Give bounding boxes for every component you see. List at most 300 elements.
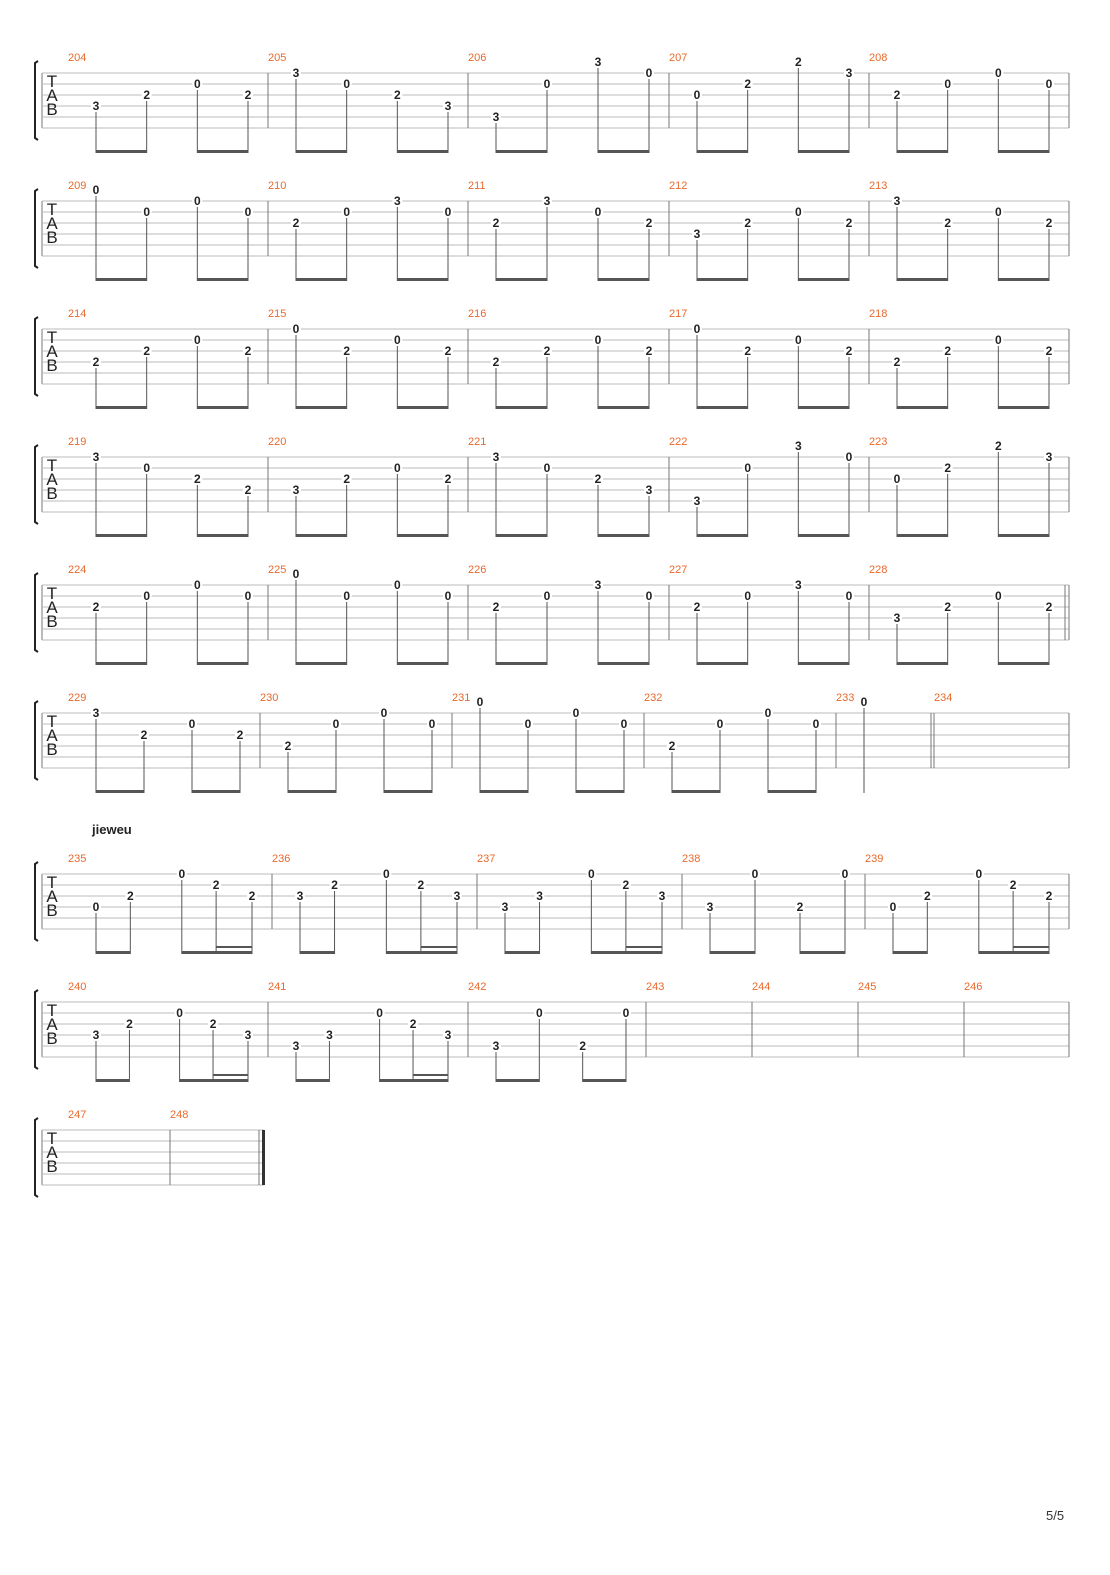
- fret-number: 2: [212, 878, 220, 892]
- fret-number: 0: [543, 589, 551, 603]
- system-bracket: [35, 990, 38, 1069]
- fret-number: 3: [393, 194, 401, 208]
- fret-number: 0: [444, 205, 452, 219]
- measure-number: 243: [646, 981, 665, 993]
- measure-number: 228: [869, 564, 888, 576]
- fret-number: 2: [393, 88, 401, 102]
- note-beam: [197, 278, 248, 281]
- system-bracket: [35, 1118, 38, 1197]
- measure-number: 209: [68, 180, 87, 192]
- fret-number: 2: [284, 739, 292, 753]
- note-beam: [496, 406, 547, 409]
- note-beam: [180, 1079, 248, 1082]
- fret-number: 0: [588, 867, 595, 881]
- note-beam: [386, 951, 457, 954]
- fret-number: 0: [944, 77, 952, 91]
- fret-number: 0: [994, 205, 1002, 219]
- note-beam: [598, 278, 649, 281]
- fret-number: 0: [143, 205, 151, 219]
- note-beam: [710, 951, 755, 954]
- fret-number: 0: [383, 867, 390, 881]
- fret-number: 0: [645, 589, 653, 603]
- fret-number: 2: [417, 878, 425, 892]
- note-beam-16th: [626, 946, 662, 948]
- measure-number: 220: [268, 436, 287, 448]
- fret-number: 0: [376, 1006, 383, 1020]
- fret-number: 3: [845, 66, 853, 80]
- measure-number: 217: [669, 308, 688, 320]
- fret-number: 2: [244, 344, 252, 358]
- tab-clef-letter: T: [46, 712, 58, 731]
- measure-number: 221: [468, 436, 487, 448]
- note-beam: [397, 662, 448, 665]
- fret-number: 2: [492, 216, 500, 230]
- fret-number: 0: [524, 717, 532, 731]
- tab-clef-letter: T: [46, 200, 58, 219]
- measure-number: 213: [869, 180, 888, 192]
- measure-number: 226: [468, 564, 487, 576]
- fret-number: 3: [292, 483, 300, 497]
- note-beam: [697, 662, 748, 665]
- measure-number: 219: [68, 436, 87, 448]
- fret-number: 0: [693, 322, 701, 336]
- fret-number: 0: [594, 333, 602, 347]
- measure-number: 210: [268, 180, 287, 192]
- fret-number: 2: [622, 878, 630, 892]
- fret-number: 3: [1045, 450, 1053, 464]
- fret-number: 2: [579, 1039, 587, 1053]
- fret-number: 0: [794, 205, 802, 219]
- note-beam: [296, 534, 347, 537]
- note-beam: [800, 951, 845, 954]
- fret-number: 0: [744, 589, 752, 603]
- fret-number: 2: [893, 88, 901, 102]
- fret-number: 2: [209, 1017, 217, 1031]
- section-label: jieweu: [92, 822, 132, 837]
- note-beam: [380, 1079, 448, 1082]
- fret-number: 3: [292, 1039, 300, 1053]
- fret-number: 0: [622, 1006, 630, 1020]
- fret-number: 3: [453, 889, 461, 903]
- fret-number: 0: [92, 183, 100, 197]
- fret-number: 3: [594, 578, 602, 592]
- fret-number: 2: [140, 728, 148, 742]
- fret-number: 0: [845, 450, 853, 464]
- note-beam-16th: [413, 1074, 448, 1076]
- measure-number: 223: [869, 436, 888, 448]
- tab-clef-letter: B: [46, 356, 58, 375]
- note-beam: [798, 406, 849, 409]
- tab-clef-letter: B: [46, 1157, 58, 1176]
- measure-number: 246: [964, 981, 983, 993]
- measure-number: 238: [682, 853, 701, 865]
- measure-number: 227: [669, 564, 688, 576]
- fret-number: 3: [92, 450, 100, 464]
- measure-number: 240: [68, 981, 87, 993]
- fret-number: 0: [343, 205, 351, 219]
- note-beam: [697, 278, 748, 281]
- fret-number: 0: [994, 333, 1002, 347]
- note-beam: [397, 534, 448, 537]
- note-beam: [672, 790, 720, 793]
- fret-number: 3: [492, 450, 500, 464]
- note-beam: [96, 150, 147, 153]
- measure-number: 245: [858, 981, 877, 993]
- fret-number: 0: [143, 461, 151, 475]
- tab-clef-letter: A: [46, 86, 58, 105]
- fret-number: 0: [543, 461, 551, 475]
- fret-number: 2: [594, 472, 602, 486]
- measure-number: 247: [68, 1109, 87, 1121]
- measure-number: 207: [669, 52, 688, 64]
- measure-number: 204: [68, 52, 87, 64]
- measure-number: 225: [268, 564, 287, 576]
- fret-number: 2: [744, 344, 752, 358]
- tab-clef-letter: A: [46, 726, 58, 745]
- fret-number: 0: [764, 706, 772, 720]
- note-beam-16th: [216, 946, 252, 948]
- note-beam: [197, 150, 248, 153]
- fret-number: 3: [92, 99, 100, 113]
- note-beam-16th: [421, 946, 457, 948]
- note-beam: [197, 662, 248, 665]
- fret-number: 3: [92, 1028, 100, 1042]
- measure-number: 232: [644, 692, 663, 704]
- measure-number: 205: [268, 52, 287, 64]
- fret-number: 0: [292, 567, 300, 581]
- note-beam: [598, 534, 649, 537]
- fret-number: 2: [343, 344, 351, 358]
- fret-number: 0: [751, 867, 759, 881]
- fret-number: 2: [845, 216, 853, 230]
- fret-number: 0: [380, 706, 388, 720]
- measure-number: 216: [468, 308, 487, 320]
- fret-number: 3: [794, 439, 802, 453]
- measure-number: 222: [669, 436, 688, 448]
- note-beam: [697, 406, 748, 409]
- fret-number: 3: [543, 194, 551, 208]
- measure-number: 234: [934, 692, 953, 704]
- fret-number: 2: [944, 461, 952, 475]
- fret-number: 0: [975, 867, 983, 881]
- fret-number: 0: [645, 66, 653, 80]
- note-beam: [897, 278, 948, 281]
- note-beam: [598, 662, 649, 665]
- note-beam: [697, 150, 748, 153]
- note-beam: [397, 278, 448, 281]
- fret-number: 0: [393, 578, 401, 592]
- fret-number: 0: [393, 333, 401, 347]
- note-beam: [979, 951, 1049, 954]
- note-beam: [192, 790, 240, 793]
- fret-number: 0: [860, 695, 868, 709]
- fret-number: 2: [492, 600, 500, 614]
- fret-number: 2: [143, 88, 151, 102]
- note-beam: [897, 406, 948, 409]
- fret-number: 2: [1009, 878, 1017, 892]
- note-beam: [288, 790, 336, 793]
- tab-clef-letter: A: [46, 598, 58, 617]
- fret-number: 0: [193, 194, 201, 208]
- fret-number: 3: [244, 1028, 252, 1042]
- fret-number: 2: [893, 355, 901, 369]
- system-bracket: [35, 445, 38, 524]
- tab-clef-letter: B: [46, 740, 58, 759]
- note-beam: [296, 278, 347, 281]
- measure-number: 206: [468, 52, 487, 64]
- note-beam: [296, 150, 347, 153]
- note-beam: [897, 534, 948, 537]
- fret-number: 0: [444, 589, 452, 603]
- fret-number: 0: [716, 717, 724, 731]
- fret-number: 2: [409, 1017, 417, 1031]
- note-beam: [998, 534, 1049, 537]
- fret-number: 0: [343, 589, 351, 603]
- fret-number: 0: [994, 589, 1002, 603]
- note-beam: [897, 150, 948, 153]
- fret-number: 2: [126, 1017, 133, 1031]
- note-beam: [480, 790, 528, 793]
- tab-clef-letter: B: [46, 228, 58, 247]
- note-beam: [496, 278, 547, 281]
- fret-number: 0: [889, 900, 897, 914]
- measure-number: 208: [869, 52, 888, 64]
- note-beam: [998, 406, 1049, 409]
- note-beam: [998, 278, 1049, 281]
- fret-number: 2: [143, 344, 151, 358]
- fret-number: 0: [332, 717, 340, 731]
- fret-number: 2: [343, 472, 351, 486]
- note-beam: [505, 951, 540, 954]
- fret-number: 0: [812, 717, 820, 731]
- fret-number: 3: [658, 889, 666, 903]
- note-beam: [598, 150, 649, 153]
- fret-number: 3: [706, 900, 714, 914]
- fret-number: 2: [944, 344, 952, 358]
- fret-number: 2: [1045, 216, 1053, 230]
- measure-number: 229: [68, 692, 87, 704]
- note-beam: [697, 534, 748, 537]
- note-beam: [893, 951, 927, 954]
- note-beam: [96, 1079, 129, 1082]
- note-beam: [397, 150, 448, 153]
- measure-number: 248: [170, 1109, 189, 1121]
- fret-number: 0: [188, 717, 196, 731]
- fret-number: 0: [428, 717, 436, 731]
- tab-clef-letter: T: [46, 1001, 58, 1020]
- fret-number: 2: [944, 600, 952, 614]
- note-beam: [496, 1079, 539, 1082]
- fret-number: 0: [794, 333, 802, 347]
- fret-number: 3: [326, 1028, 333, 1042]
- measure-number: 211: [468, 180, 486, 192]
- tab-clef-letter: A: [46, 342, 58, 361]
- measure-number: 237: [477, 853, 496, 865]
- note-beam: [583, 1079, 626, 1082]
- note-beam: [182, 951, 252, 954]
- measure-number: 218: [869, 308, 888, 320]
- tab-clef-letter: A: [46, 1015, 58, 1034]
- note-beam: [296, 1079, 329, 1082]
- fret-number: 3: [893, 611, 901, 625]
- measure-number: 224: [68, 564, 87, 576]
- fret-number: 0: [845, 589, 853, 603]
- fret-number: 0: [244, 589, 252, 603]
- fret-number: 0: [594, 205, 602, 219]
- note-beam: [768, 790, 816, 793]
- fret-number: 3: [594, 55, 602, 69]
- note-beam: [296, 662, 347, 665]
- tab-clef-letter: A: [46, 1143, 58, 1162]
- note-beam: [798, 534, 849, 537]
- fret-number: 2: [543, 344, 551, 358]
- tab-clef-letter: T: [46, 456, 58, 475]
- fret-number: 2: [923, 889, 931, 903]
- fret-number: 0: [693, 88, 701, 102]
- system-bracket: [35, 862, 38, 941]
- fret-number: 0: [193, 578, 201, 592]
- fret-number: 2: [796, 900, 804, 914]
- fret-number: 0: [744, 461, 752, 475]
- tab-clef-letter: T: [46, 873, 58, 892]
- fret-number: 0: [994, 66, 1002, 80]
- tab-clef-letter: T: [46, 1129, 58, 1148]
- system-bracket: [35, 317, 38, 396]
- fret-number: 2: [1045, 889, 1053, 903]
- fret-number: 0: [193, 77, 201, 91]
- note-beam: [998, 150, 1049, 153]
- fret-number: 3: [444, 99, 452, 113]
- tab-clef-letter: A: [46, 470, 58, 489]
- tab-clef-letter: B: [46, 612, 58, 631]
- fret-number: 2: [292, 216, 300, 230]
- note-beam: [300, 951, 335, 954]
- fret-number: 0: [92, 900, 100, 914]
- fret-number: 3: [645, 483, 653, 497]
- fret-number: 3: [893, 194, 901, 208]
- note-beam: [798, 150, 849, 153]
- fret-number: 0: [476, 695, 484, 709]
- measure-number: 239: [865, 853, 884, 865]
- system-bracket: [35, 573, 38, 652]
- note-beam: [798, 278, 849, 281]
- fret-number: 3: [794, 578, 802, 592]
- fret-number: 2: [492, 355, 500, 369]
- note-beam: [998, 662, 1049, 665]
- measure-number: 241: [268, 981, 287, 993]
- fret-number: 3: [536, 889, 543, 903]
- note-beam: [576, 790, 624, 793]
- system-bracket: [35, 189, 38, 268]
- fret-number: 2: [944, 216, 952, 230]
- system-bracket: [35, 701, 38, 780]
- tab-clef-letter: T: [46, 584, 58, 603]
- note-beam: [384, 790, 432, 793]
- fret-number: 0: [543, 77, 551, 91]
- tab-clef-letter: T: [46, 72, 58, 91]
- tab-clef-letter: A: [46, 214, 58, 233]
- fret-number: 2: [193, 472, 201, 486]
- fret-number: 0: [176, 1006, 183, 1020]
- fret-number: 2: [845, 344, 853, 358]
- tab-clef-letter: A: [46, 887, 58, 906]
- note-beam: [496, 662, 547, 665]
- fret-number: 0: [143, 589, 151, 603]
- note-beam: [96, 662, 147, 665]
- measure-number: 230: [260, 692, 279, 704]
- fret-number: 0: [393, 461, 401, 475]
- fret-number: 0: [535, 1006, 543, 1020]
- fret-number: 2: [444, 344, 452, 358]
- note-beam: [296, 406, 347, 409]
- fret-number: 0: [193, 333, 201, 347]
- note-beam: [96, 790, 144, 793]
- measure-number: 242: [468, 981, 487, 993]
- fret-number: 2: [994, 439, 1002, 453]
- fret-number: 2: [1045, 344, 1053, 358]
- note-beam-16th: [213, 1074, 248, 1076]
- fret-number: 2: [444, 472, 452, 486]
- note-beam: [96, 278, 147, 281]
- fret-number: 3: [296, 889, 304, 903]
- tab-clef-letter: B: [46, 901, 58, 920]
- fret-number: 0: [572, 706, 580, 720]
- fret-number: 0: [244, 205, 252, 219]
- fret-number: 3: [501, 900, 509, 914]
- fret-number: 3: [444, 1028, 452, 1042]
- fret-number: 0: [620, 717, 628, 731]
- fret-number: 2: [693, 600, 701, 614]
- note-beam: [496, 534, 547, 537]
- fret-number: 3: [693, 227, 701, 241]
- fret-number: 2: [92, 355, 100, 369]
- measure-number: 235: [68, 853, 87, 865]
- fret-number: 2: [645, 216, 653, 230]
- fret-number: 2: [92, 600, 100, 614]
- tab-clef-letter: B: [46, 100, 58, 119]
- fret-number: 2: [248, 889, 256, 903]
- fret-number: 2: [1045, 600, 1053, 614]
- fret-number: 0: [343, 77, 351, 91]
- note-beam-16th: [1013, 946, 1049, 948]
- fret-number: 3: [292, 66, 300, 80]
- fret-number: 0: [1045, 77, 1053, 91]
- tab-clef-letter: T: [46, 328, 58, 347]
- measure-number: 212: [669, 180, 688, 192]
- note-beam: [96, 406, 147, 409]
- fret-number: 2: [744, 77, 752, 91]
- tab-clef-letter: B: [46, 484, 58, 503]
- system-bracket: [35, 61, 38, 140]
- note-beam: [397, 406, 448, 409]
- fret-number: 2: [236, 728, 244, 742]
- note-beam: [798, 662, 849, 665]
- fret-number: 2: [645, 344, 653, 358]
- note-beam: [96, 951, 130, 954]
- note-beam: [591, 951, 662, 954]
- note-beam: [598, 406, 649, 409]
- fret-number: 0: [178, 867, 186, 881]
- measure-number: 215: [268, 308, 287, 320]
- fret-number: 2: [668, 739, 676, 753]
- fret-number: 0: [292, 322, 300, 336]
- page-number: 5/5: [1046, 1508, 1065, 1523]
- fret-number: 3: [693, 494, 701, 508]
- fret-number: 0: [841, 867, 849, 881]
- fret-number: 2: [744, 216, 752, 230]
- fret-number: 2: [331, 878, 338, 892]
- note-beam: [897, 662, 948, 665]
